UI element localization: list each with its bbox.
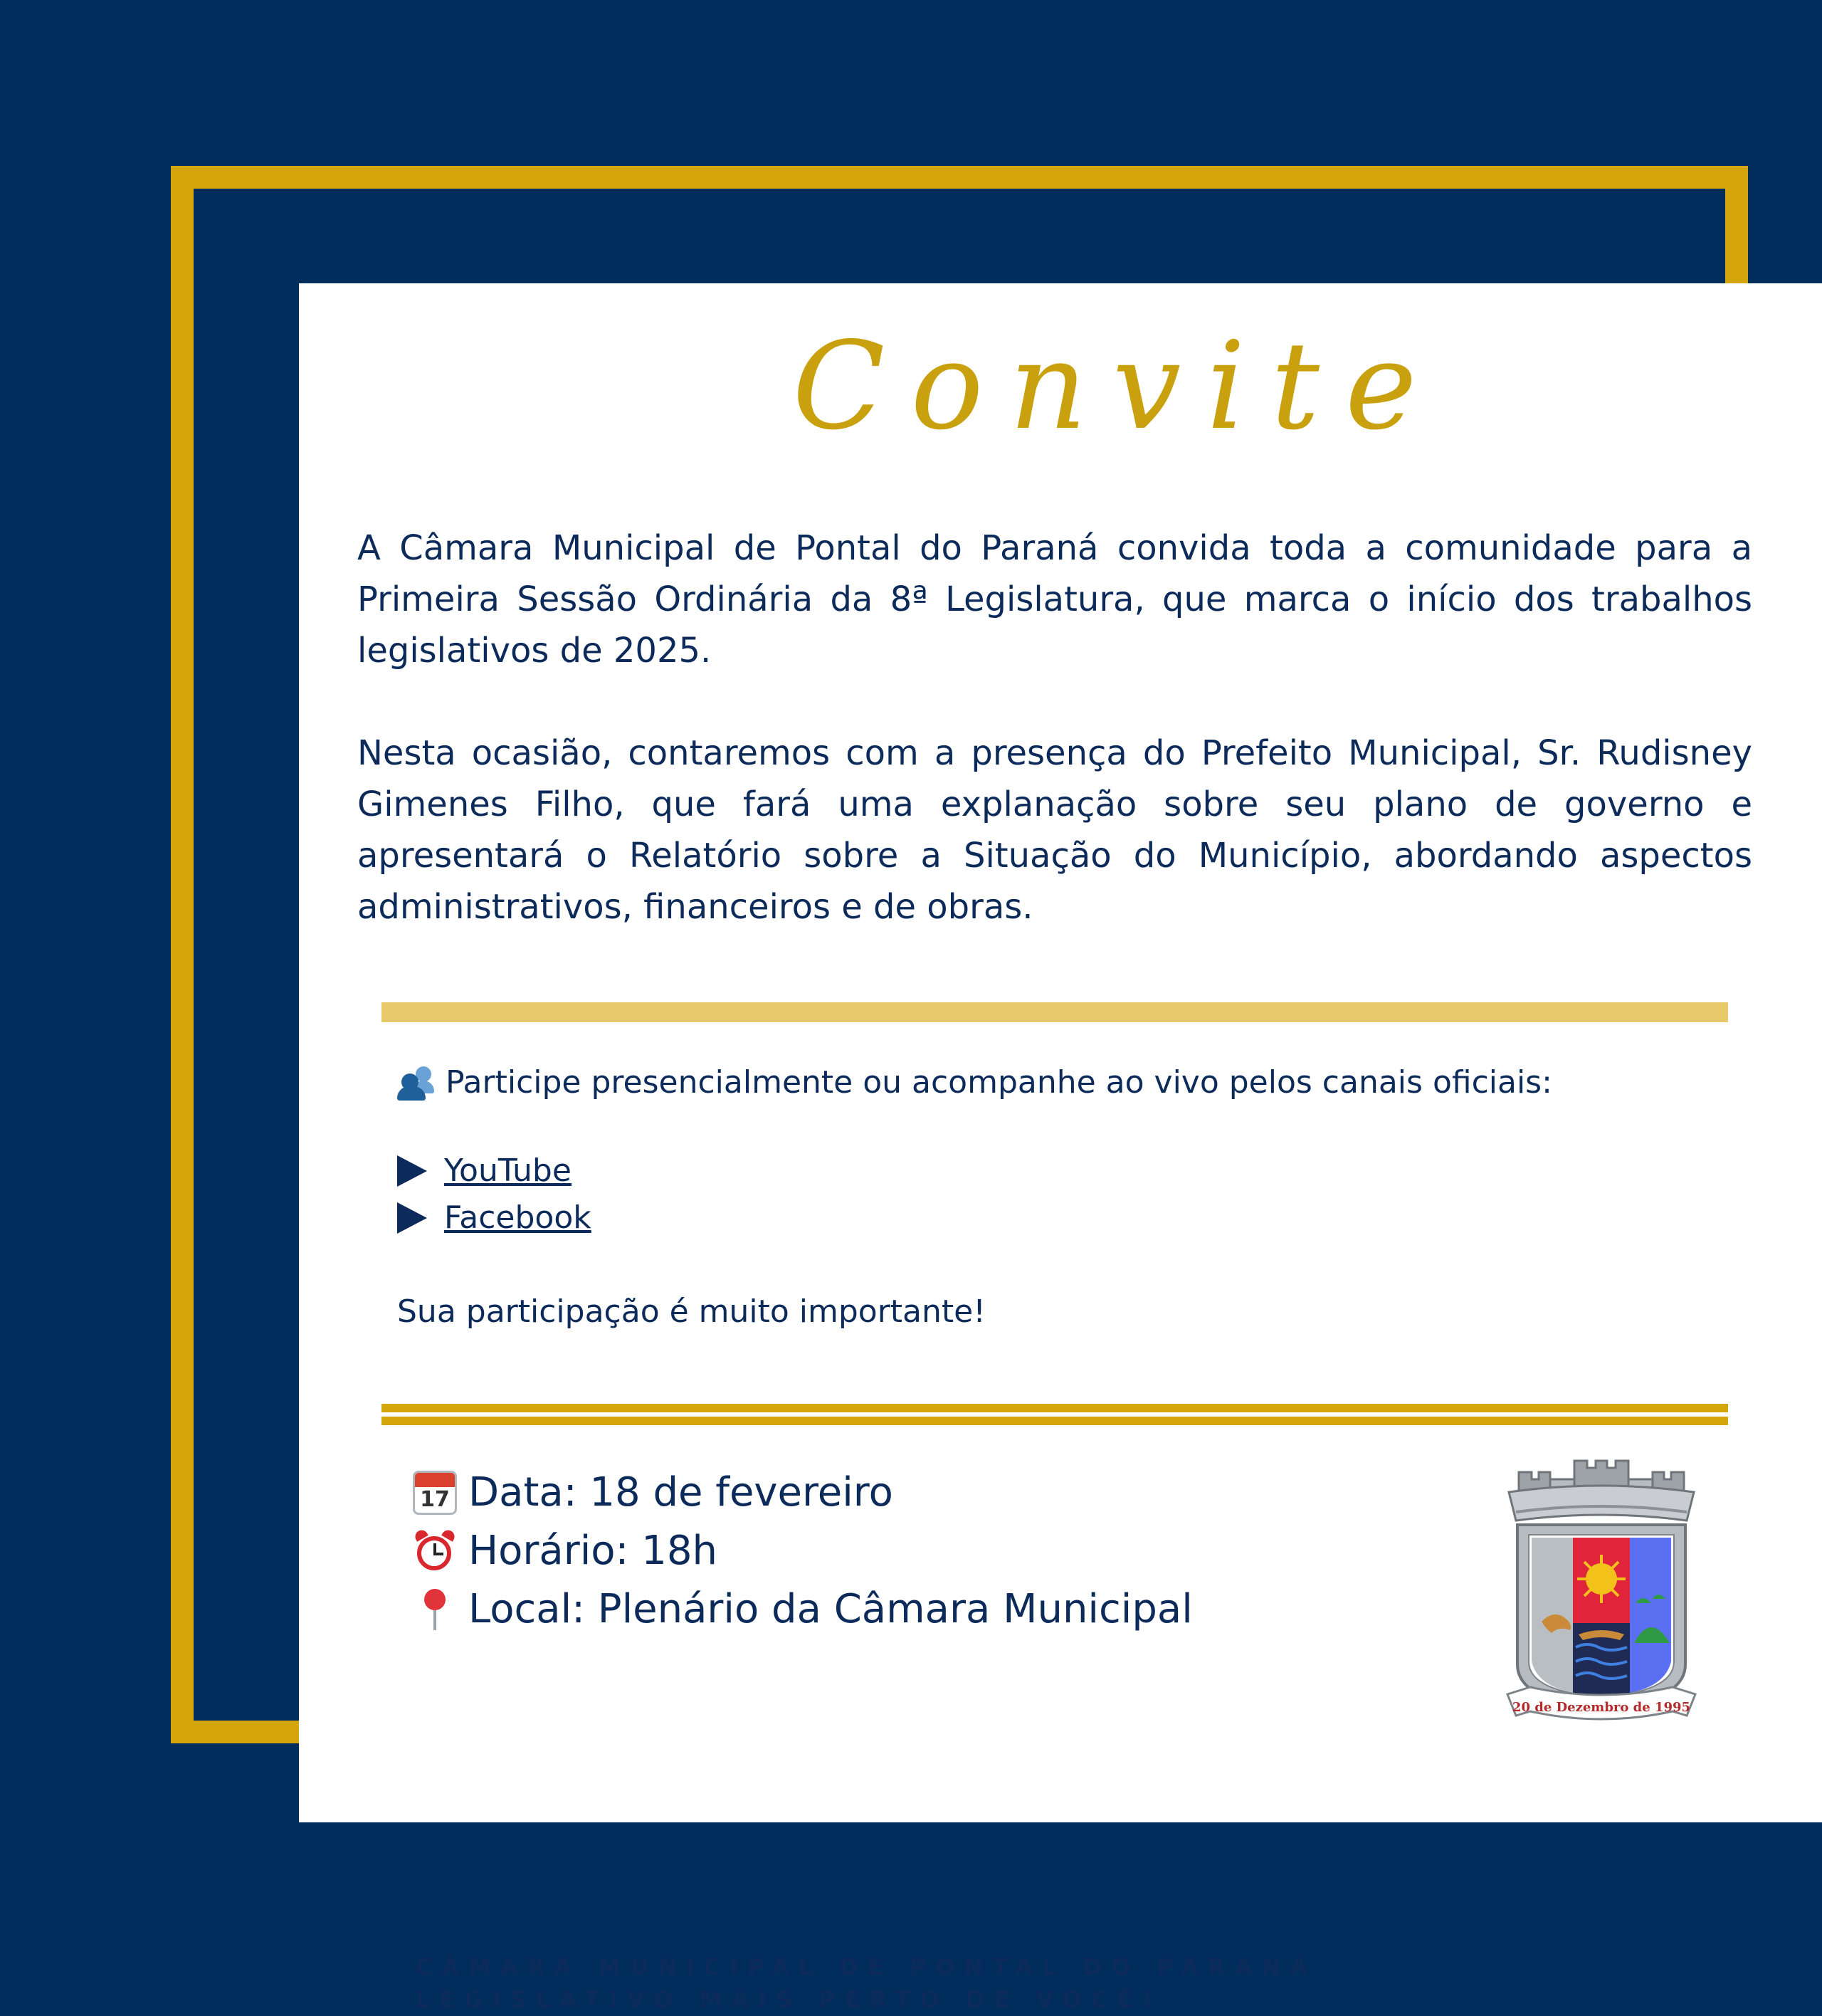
footer-slogan (416, 1951, 1317, 2016)
footer-line-1: CÂMARA MUNICIPAL DE PONTAL DO PARANÁ (416, 1953, 1317, 1980)
play-icon (397, 1155, 427, 1187)
intro-paragraph: A Câmara Municipal de Pontal do Paraná convida toda a comunidade para a Primeira Sessão Ordinária da 8ª Legislatura, que marca o início dos trabalhos legislativos de 2025. (357, 528, 1752, 671)
municipal-crest-logo (1495, 1451, 1708, 1728)
location-row (413, 1580, 1193, 1639)
people-icon (397, 1065, 436, 1101)
importance-text: Sua participação é muito importante! (397, 1293, 986, 1330)
divider-double (381, 1404, 1728, 1425)
event-time: Horário: 18h (468, 1528, 717, 1574)
calendar-icon (413, 1471, 457, 1515)
invitation-body (357, 523, 1752, 984)
event-info (413, 1464, 1193, 1639)
channel-links (397, 1148, 1721, 1241)
invitation-card (299, 283, 1822, 2013)
invitation-title: Convite (792, 316, 1443, 457)
crest-ribbon-text: 20 de Dezembro de 1995 (1512, 1700, 1691, 1715)
participate-section (397, 1059, 1721, 1335)
mayor-paragraph: Nesta ocasião, contaremos com a presença do Prefeito Municipal, Sr. Rudisney Gimenes Filho, que fará uma explanação sobre seu plano de governo e apresentará o Relatório sobre a Situação do Município, abordando aspectos administrativos, financeiros e de obras. (357, 733, 1752, 927)
facebook-link[interactable]: Facebook (444, 1199, 591, 1236)
footer-line-2: LEGISLATIVO MAIS PERTO DE VOCÊ! (416, 1986, 1162, 2013)
time-row (413, 1522, 1193, 1580)
calendar-day: 17 (420, 1487, 450, 1512)
play-icon (397, 1202, 427, 1234)
event-location: Local: Plenário da Câmara Municipal (468, 1586, 1193, 1632)
facebook-link-row[interactable] (397, 1195, 1721, 1241)
pin-icon (413, 1587, 457, 1632)
date-row (413, 1464, 1193, 1522)
event-date: Data: 18 de fevereiro (468, 1469, 893, 1516)
divider-light (381, 1002, 1728, 1022)
youtube-link-row[interactable] (397, 1148, 1721, 1195)
participate-text: Participe presencialmente ou acompanhe ao vivo pelos canais oficiais: (446, 1064, 1552, 1101)
youtube-link[interactable]: YouTube (444, 1153, 572, 1189)
alarm-clock-icon (413, 1529, 457, 1573)
participate-line (397, 1059, 1721, 1106)
